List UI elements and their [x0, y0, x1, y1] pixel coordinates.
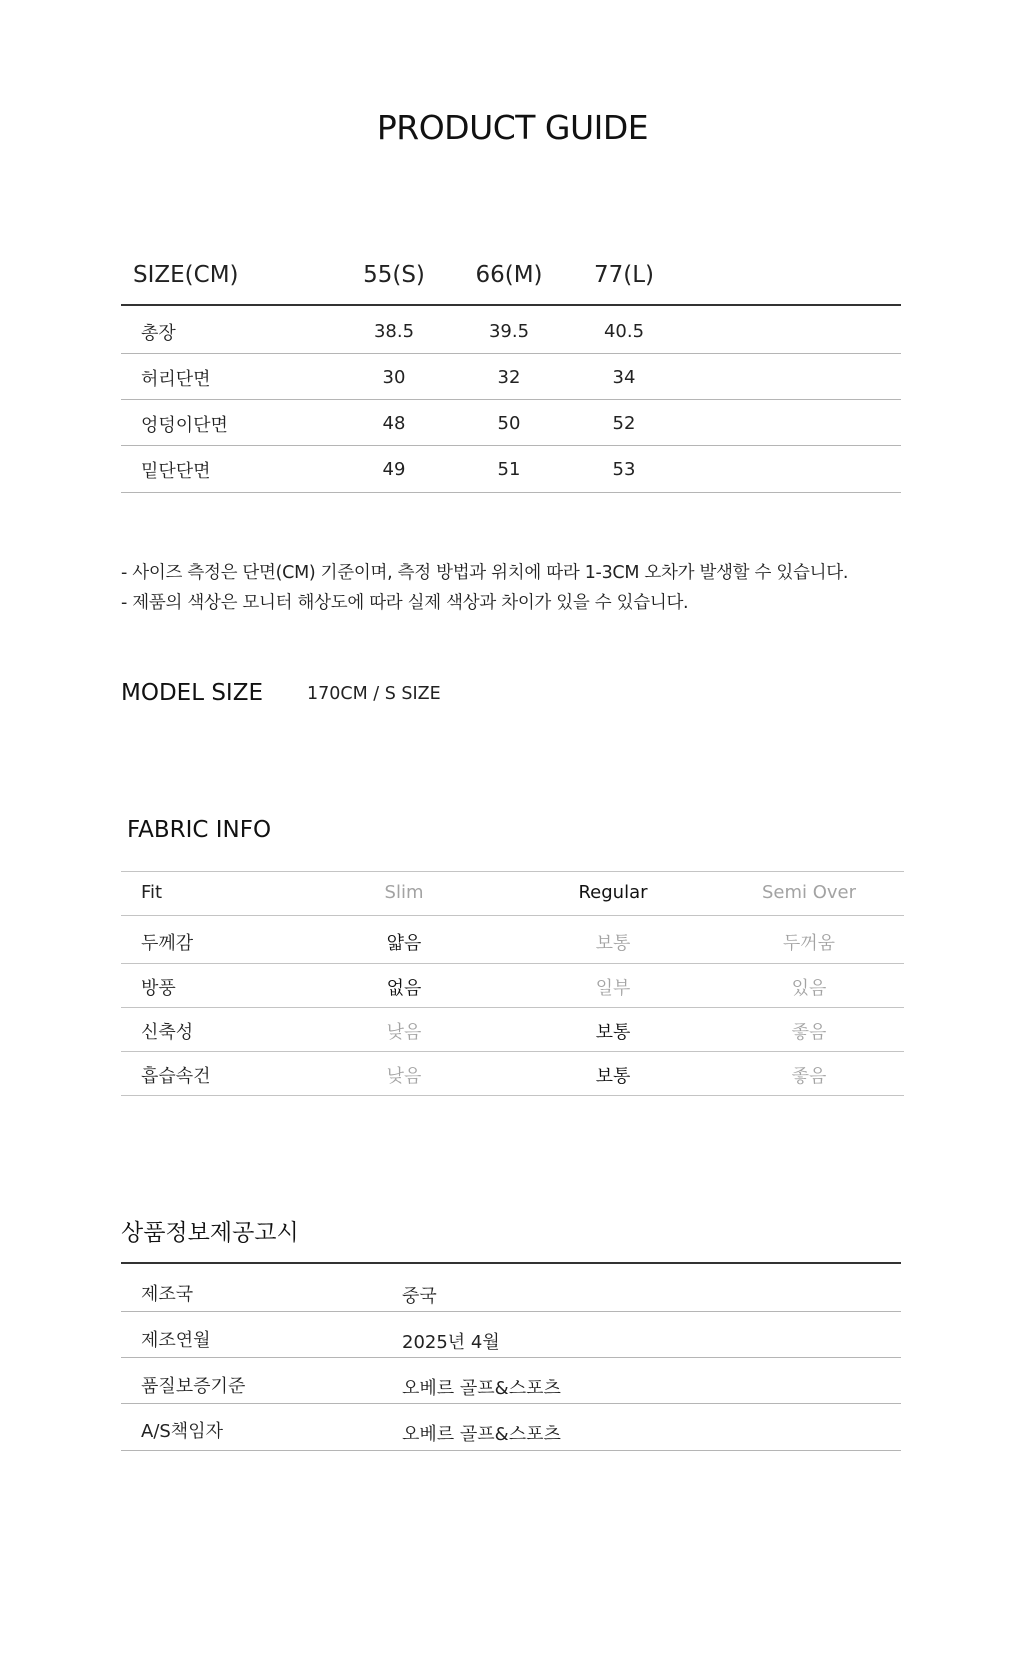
notice-label: A/S책임자 — [141, 1421, 223, 1442]
size-row-label: 총장 — [141, 323, 176, 344]
product-notice-title: 상품정보제공고시 — [121, 1220, 299, 1246]
measurement-note: - 사이즈 측정은 단면(CM) 기준이며, 측정 방법과 위치에 따라 1-3CM 오차가 발생할 수 있습니다. — [121, 563, 849, 583]
fabric-row-label: 두께감 — [141, 933, 194, 954]
model-size-label: MODEL SIZE — [121, 680, 263, 706]
size-cell: 30 — [382, 367, 406, 388]
fabric-option: 낮음 — [386, 1066, 422, 1087]
fabric-option: 좋음 — [791, 1066, 827, 1087]
size-cell: 48 — [382, 413, 406, 434]
size-row-label: 엉덩이단면 — [141, 415, 228, 436]
notice-label: 제조연월 — [141, 1330, 211, 1351]
fabric-option-selected: 없음 — [386, 978, 422, 999]
divider — [121, 399, 901, 400]
fabric-option: 일부 — [595, 978, 631, 999]
notice-value: 오베르 골프&스포츠 — [402, 1424, 561, 1445]
fabric-info-title: FABRIC INFO — [127, 817, 272, 843]
fabric-option-selected: 보통 — [595, 1022, 631, 1043]
notice-value: 2025년 4월 — [402, 1332, 500, 1353]
fabric-row-label: Fit — [141, 882, 163, 903]
divider — [121, 915, 904, 916]
size-cell: 40.5 — [603, 321, 645, 342]
size-cell: 52 — [612, 413, 636, 434]
divider — [121, 1095, 904, 1096]
size-cell: 34 — [612, 367, 636, 388]
divider — [121, 1403, 901, 1404]
fabric-option: 좋음 — [791, 1022, 827, 1043]
notice-value: 중국 — [402, 1286, 437, 1307]
fabric-option-selected: 보통 — [595, 1066, 631, 1087]
notice-label: 제조국 — [141, 1284, 194, 1305]
divider — [121, 1450, 901, 1451]
fabric-option: 두꺼움 — [782, 933, 836, 954]
fabric-row-label: 신축성 — [141, 1022, 194, 1043]
notice-label: 품질보증기준 — [141, 1376, 246, 1397]
size-row-label: 밑단단면 — [141, 461, 211, 482]
size-cell: 39.5 — [488, 321, 530, 342]
fabric-row-label: 흡습속건 — [141, 1066, 211, 1087]
size-row-label: 허리단면 — [141, 369, 211, 390]
size-column-l: 77(L) — [593, 262, 655, 288]
size-cell: 53 — [612, 459, 636, 480]
size-table-header: SIZE(CM) — [133, 262, 239, 288]
fabric-option: Semi Over — [761, 882, 857, 903]
fabric-option: 낮음 — [386, 1022, 422, 1043]
fabric-option: 보통 — [595, 933, 631, 954]
divider — [121, 353, 901, 354]
divider — [121, 492, 901, 493]
divider — [121, 1262, 901, 1264]
divider — [121, 1357, 901, 1358]
size-cell: 49 — [382, 459, 406, 480]
divider — [121, 871, 904, 872]
fabric-option-selected: 얇음 — [386, 933, 422, 954]
size-cell: 50 — [497, 413, 521, 434]
page-title: PRODUCT GUIDE — [376, 108, 649, 147]
size-cell: 32 — [497, 367, 521, 388]
size-cell: 38.5 — [373, 321, 415, 342]
size-column-s: 55(S) — [363, 262, 425, 288]
size-column-m: 66(M) — [475, 262, 543, 288]
fabric-option-selected: Regular — [578, 882, 648, 903]
notice-value: 오베르 골프&스포츠 — [402, 1378, 561, 1399]
divider — [121, 963, 904, 964]
model-size-value: 170CM / S SIZE — [307, 684, 441, 704]
fabric-row-label: 방풍 — [141, 978, 176, 999]
divider — [121, 1051, 904, 1052]
divider — [121, 445, 901, 446]
divider — [121, 304, 901, 306]
fabric-option: 있음 — [791, 978, 827, 999]
divider — [121, 1311, 901, 1312]
color-note: - 제품의 색상은 모니터 해상도에 따라 실제 색상과 차이가 있을 수 있습니다. — [121, 593, 689, 613]
fabric-option: Slim — [384, 882, 424, 903]
size-cell: 51 — [497, 459, 521, 480]
divider — [121, 1007, 904, 1008]
